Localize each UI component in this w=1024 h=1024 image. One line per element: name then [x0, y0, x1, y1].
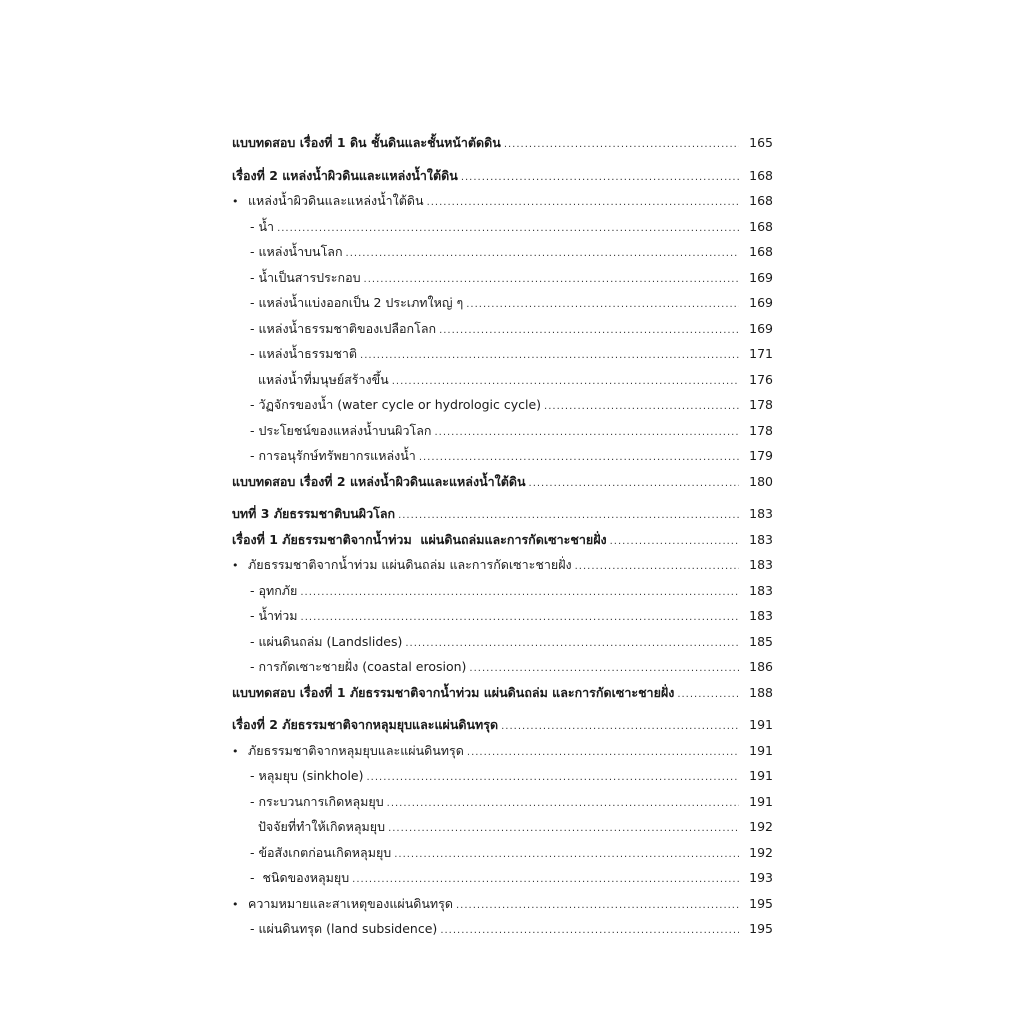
dot-leader [405, 631, 739, 657]
toc-entry [232, 865, 773, 891]
toc-entry-page: 179 [749, 448, 773, 463]
toc-entry-title: - น้ำเป็นสารประกอบ [250, 269, 361, 285]
toc-entry [232, 891, 773, 917]
dot-leader [677, 682, 739, 708]
toc-entry [232, 680, 773, 706]
toc-entry-title: เรื่องที่ 2 แหล่งน้ำผิวดินและแหล่งน้ำใต้ดิน [232, 167, 458, 183]
dot-leader [575, 554, 739, 580]
toc-entry-page: 183 [749, 608, 773, 623]
dot-leader [277, 216, 739, 242]
toc-entry [232, 341, 773, 367]
toc-entry-page: 195 [749, 895, 773, 911]
toc-entry-page: 186 [749, 659, 773, 674]
dot-leader [398, 503, 739, 529]
toc-entry [232, 654, 773, 680]
toc-entry [232, 214, 773, 240]
dot-leader [439, 318, 739, 344]
toc-entry [232, 367, 773, 393]
toc-entry [232, 290, 773, 316]
toc-entry [232, 265, 773, 291]
dot-leader [469, 656, 739, 682]
toc-entry-title: - น้ำ [250, 218, 275, 234]
toc-entry-page: 165 [749, 135, 773, 150]
toc-entry [232, 916, 773, 942]
toc-entry-page: 191 [749, 717, 773, 732]
toc-entry-title: แหล่งน้ำผิวดินและแหล่งน้ำใต้ดิน [248, 193, 424, 208]
dot-leader [419, 445, 739, 471]
dot-leader [501, 714, 739, 740]
toc-entry-page: 180 [749, 473, 773, 489]
toc-entry-page: 168 [749, 167, 773, 183]
dot-leader [427, 190, 739, 216]
toc-entry-page: 183 [749, 557, 773, 572]
toc-entry [232, 130, 773, 156]
toc-entry-title: แบบทดสอบ เรื่องที่ 2 แหล่งน้ำผิวดินและแหล่งน้ำใต้ดิน [232, 473, 526, 489]
toc-entry [232, 443, 773, 469]
dot-leader [467, 740, 739, 766]
dot-leader [388, 816, 739, 842]
toc-entry-page: 178 [749, 397, 773, 412]
toc-entry-title: - แหล่งน้ำธรรมชาติของเปลือกโลก [250, 320, 437, 336]
toc-entry-title: ความหมายและสาเหตุของแผ่นดินทรุด [248, 895, 453, 911]
dot-leader [394, 842, 739, 868]
toc-entry-page: 188 [749, 684, 773, 700]
toc-entry [232, 188, 773, 214]
toc-entry-page: 169 [749, 269, 773, 285]
toc-entry-title: - แผ่นดินทรุด (land subsidence) [250, 921, 438, 936]
toc-entry-page: 193 [749, 870, 773, 885]
dot-leader [456, 893, 739, 919]
toc-entry [232, 763, 773, 789]
bullet-icon: • [232, 744, 239, 758]
toc-entry-page: 168 [749, 244, 773, 259]
toc-entry [232, 418, 773, 444]
toc-entry-title: ภัยธรรมชาติจากหลุมยุบและแผ่นดินทรุด [248, 742, 464, 758]
dot-leader [529, 471, 739, 497]
toc-entry-title: - ข้อสังเกตก่อนเกิดหลุมยุบ [250, 844, 392, 860]
toc-entry-page: 195 [749, 921, 773, 936]
toc-entry-title: เรื่องที่ 2 ภัยธรรมชาติจากหลุมยุบและแผ่นดินทรุด [232, 717, 499, 732]
toc-entry [232, 629, 773, 655]
toc-entry-page: 191 [749, 768, 773, 783]
toc-entry-title: ปัจจัยที่ทำให้เกิดหลุมยุบ [250, 819, 386, 834]
toc-entry-page: 185 [749, 633, 773, 649]
toc-entry-page: 183 [749, 506, 773, 521]
toc-entry-page: 191 [749, 742, 773, 758]
dot-leader [461, 165, 739, 191]
toc-entry [232, 738, 773, 764]
toc-entry-title: แหล่งน้ำที่มนุษย์สร้างขึ้น [250, 371, 389, 387]
toc-entry-title: - แผ่นดินถล่ม (Landslides) [250, 633, 403, 649]
toc-entry [232, 392, 773, 418]
dot-leader [346, 241, 739, 267]
toc-entry-title: - กระบวนการเกิดหลุมยุบ [250, 793, 384, 809]
toc-entry-title: ภัยธรรมชาติจากน้ำท่วม แผ่นดินถล่ม และการกัดเซาะชายฝั่ง [248, 557, 572, 572]
toc-entry [232, 316, 773, 342]
toc-entry [232, 712, 773, 738]
dot-leader [301, 605, 739, 631]
dot-leader [364, 267, 739, 293]
dot-leader [504, 132, 739, 158]
bullet-icon: • [232, 897, 239, 911]
toc-entry [232, 527, 773, 553]
toc-entry-title: บทที่ 3 ภัยธรรมชาติบนผิวโลก [232, 506, 396, 521]
toc-entry-page: 168 [749, 218, 773, 234]
toc-entry-page: 192 [749, 819, 773, 834]
toc-entry-page: 191 [749, 793, 773, 809]
dot-leader [367, 765, 740, 791]
toc-entry-title: เรื่องที่ 1 ภัยธรรมชาติจากน้ำท่วม แผ่นดินถล่มและการกัดเซาะชายฝั่ง [232, 531, 607, 547]
toc-entry-title: - น้ำท่วม [250, 608, 298, 623]
dot-leader [352, 867, 739, 893]
toc-entry-page: 169 [749, 295, 773, 310]
toc-entry-title: แบบทดสอบ เรื่องที่ 1 ภัยธรรมชาติจากน้ำท่วม แผ่นดินถล่ม และการกัดเซาะชายฝั่ง [232, 684, 675, 700]
toc-entry-title: - แหล่งน้ำแบ่งออกเป็น 2 ประเภทใหญ่ ๆ [250, 295, 464, 310]
toc-entry [232, 603, 773, 629]
toc-entry [232, 789, 773, 815]
dot-leader [387, 791, 739, 817]
toc-entry-page: 169 [749, 320, 773, 336]
toc-entry-page: 178 [749, 422, 773, 438]
bullet-icon: • [232, 195, 239, 208]
toc-entry-page: 192 [749, 844, 773, 860]
toc-entry-title: - แหล่งน้ำธรรมชาติ [250, 346, 358, 361]
toc-entry [232, 552, 773, 578]
toc-entry-title: - อุทกภัย [250, 582, 298, 598]
toc-entry-page: 168 [749, 193, 773, 208]
toc-entry [232, 501, 773, 527]
table-of-contents [232, 130, 773, 942]
toc-entry-title: - แหล่งน้ำบนโลก [250, 244, 343, 259]
toc-entry-title: แบบทดสอบ เรื่องที่ 1 ดิน ชั้นดินและชั้นหน้าตัดดิน [232, 135, 501, 150]
dot-leader [300, 580, 739, 606]
toc-entry-title: - ประโยชน์ของแหล่งน้ำบนผิวโลก [250, 422, 432, 438]
toc-entry-page: 183 [749, 582, 773, 598]
toc-entry [232, 239, 773, 265]
toc-entry-page: 176 [749, 371, 773, 387]
dot-leader [440, 918, 739, 944]
bullet-icon: • [232, 559, 239, 572]
toc-entry [232, 163, 773, 189]
dot-leader [610, 529, 739, 555]
toc-entry-title: - วัฏจักรของน้ำ (water cycle or hydrologic cycle) [250, 397, 542, 412]
toc-entry-page: 171 [749, 346, 773, 361]
toc-entry [232, 814, 773, 840]
dot-leader [544, 394, 739, 420]
toc-entry-page: 183 [749, 531, 773, 547]
toc-entry-title: - ชนิดของหลุมยุบ [250, 870, 350, 885]
toc-entry [232, 469, 773, 495]
dot-leader [434, 420, 739, 446]
toc-entry-title: - หลุมยุบ (sinkhole) [250, 768, 364, 783]
toc-entry [232, 840, 773, 866]
dot-leader [466, 292, 739, 318]
toc-entry-title: - การอนุรักษ์ทรัพยากรแหล่งน้ำ [250, 448, 416, 463]
dot-leader [392, 369, 739, 395]
dot-leader [360, 343, 739, 369]
toc-entry-title: - การกัดเซาะชายฝั่ง (coastal erosion) [250, 659, 467, 674]
toc-entry [232, 578, 773, 604]
